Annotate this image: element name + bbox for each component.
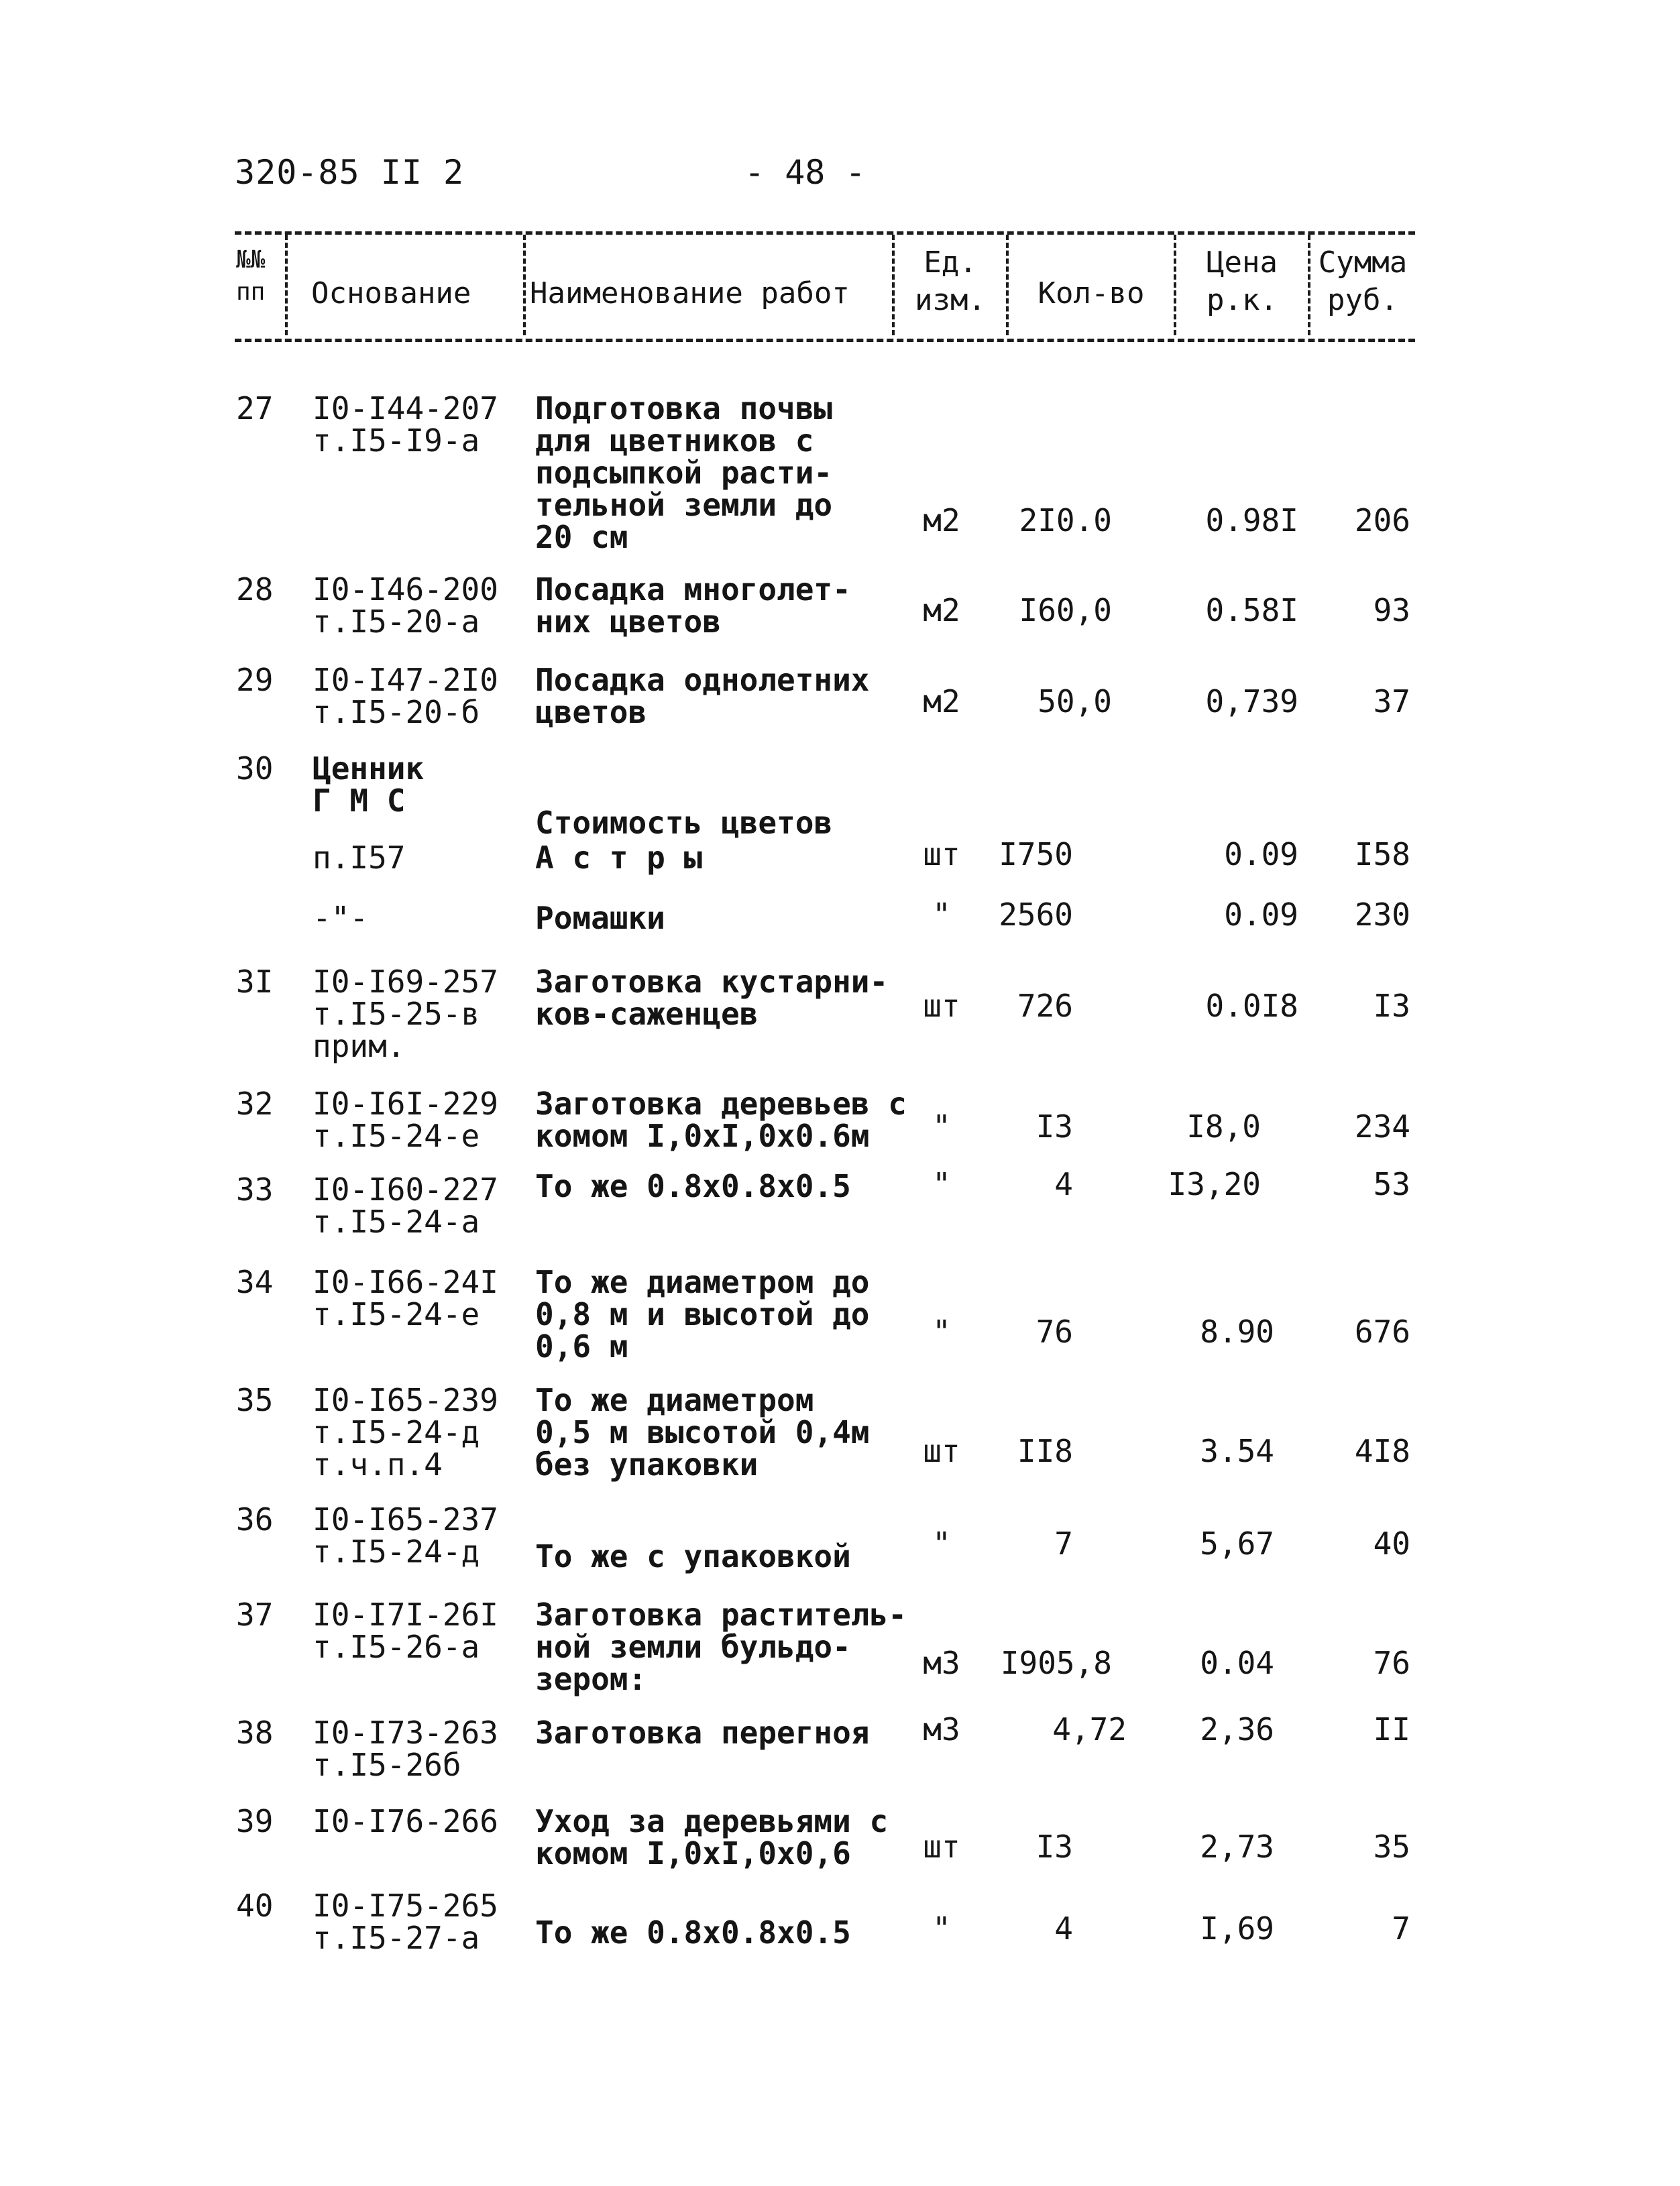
row-unit: шт bbox=[923, 836, 960, 872]
row-price: 0.58I bbox=[1205, 592, 1298, 628]
row-num: 29 bbox=[236, 662, 274, 698]
row-unit: шт bbox=[923, 1433, 960, 1469]
row-unit: " bbox=[932, 1108, 951, 1145]
row-sum: 93 bbox=[1373, 592, 1410, 628]
row-work-name: Стоимость цветов bbox=[535, 805, 833, 841]
row-qty: II8 bbox=[1017, 1433, 1073, 1469]
row-sum: I3 bbox=[1373, 988, 1410, 1024]
col-header-basis: Основание bbox=[311, 276, 471, 310]
row-unit: шт bbox=[923, 1829, 960, 1865]
row-basis: I0-I44-207 т.I5-I9-а bbox=[313, 390, 498, 459]
row-basis: I0-I65-237 т.I5-24-д bbox=[313, 1501, 498, 1570]
row-num: 30 bbox=[236, 750, 274, 787]
row-qty: 7 bbox=[1054, 1526, 1073, 1562]
row-work-name: То же диаметром 0,5 м высотой 0,4м без упаковки bbox=[535, 1382, 870, 1483]
row-qty: 50,0 bbox=[1038, 683, 1112, 720]
row-basis: I0-I60-227 т.I5-24-а bbox=[313, 1171, 498, 1240]
row-basis: I0-I66-24I т.I5-24-е bbox=[313, 1264, 498, 1332]
row-unit: " bbox=[932, 1526, 951, 1562]
row-work-name: Заготовка перегноя bbox=[535, 1715, 870, 1751]
document-code: 320-85 II 2 bbox=[235, 153, 465, 192]
row-work-name: То же 0.8x0.8x0.5 bbox=[535, 1914, 851, 1951]
row-qty: 4 bbox=[1054, 1166, 1073, 1202]
row-work-name: Посадка однолетних цветов bbox=[535, 662, 870, 730]
row-num: 35 bbox=[236, 1382, 274, 1418]
row-unit: м2 bbox=[923, 683, 960, 720]
row-basis: I0-I75-265 т.I5-27-а bbox=[313, 1888, 498, 1956]
row-sum: 206 bbox=[1354, 502, 1410, 538]
row-work-name: То же диаметром до 0,8 м и высотой до 0,6 м bbox=[535, 1264, 870, 1365]
row-sum: 37 bbox=[1373, 683, 1410, 720]
row-unit: м2 bbox=[923, 502, 960, 538]
row-basis: I0-I47-2I0 т.I5-20-б bbox=[313, 662, 498, 730]
row-price: 0.0I8 bbox=[1205, 988, 1298, 1024]
row-qty: I60,0 bbox=[1019, 592, 1112, 628]
row-qty: I3 bbox=[1035, 1829, 1073, 1865]
row-unit: " bbox=[932, 1314, 951, 1350]
row-sum: 76 bbox=[1373, 1645, 1410, 1681]
row-price: I8,0 bbox=[1186, 1108, 1261, 1145]
row-qty: 726 bbox=[1017, 988, 1073, 1024]
row-price: I,69 bbox=[1200, 1910, 1274, 1947]
row-basis: Ценник Г М С bbox=[313, 750, 425, 819]
col-header-price: Цена р.к. bbox=[1207, 245, 1278, 317]
row-qty: I3 bbox=[1035, 1108, 1073, 1145]
row-price: 0.09 bbox=[1224, 897, 1298, 933]
header-top-rule bbox=[235, 231, 1415, 235]
col-header-unit: Ед. изм. bbox=[915, 245, 986, 317]
header-bottom-rule bbox=[235, 339, 1415, 342]
row-work-name: Заготовка кустарни- ков-саженцев bbox=[535, 964, 889, 1032]
row-work-name: То же с упаковкой bbox=[535, 1538, 851, 1574]
row-work-name: Подготовка почвы для цветников с подсыпкой расти- тельной земли до 20 см bbox=[535, 390, 833, 555]
row-basis: I0-I6I-229 т.I5-24-е bbox=[313, 1086, 498, 1154]
row-price: 3.54 bbox=[1200, 1433, 1274, 1469]
col-header-num: №№ пп bbox=[236, 246, 266, 306]
row-price: 0.09 bbox=[1224, 836, 1298, 872]
row-qty: 4 bbox=[1054, 1910, 1073, 1947]
row-sum: 7 bbox=[1392, 1910, 1410, 1947]
row-basis: I0-I65-239 т.I5-24-д т.ч.п.4 bbox=[313, 1382, 498, 1483]
row-sum: 4I8 bbox=[1354, 1433, 1410, 1469]
col-divider bbox=[285, 235, 288, 335]
row-unit: м2 bbox=[923, 592, 960, 628]
row-num: 32 bbox=[236, 1086, 274, 1122]
row-qty: 76 bbox=[1035, 1314, 1073, 1350]
row-basis: I0-I73-263 т.I5-26б bbox=[313, 1715, 498, 1783]
row-unit: м3 bbox=[923, 1711, 960, 1747]
row-sum: 234 bbox=[1354, 1108, 1410, 1145]
row-sum: 676 bbox=[1354, 1314, 1410, 1350]
row-price: 0,739 bbox=[1205, 683, 1298, 720]
row-sum: II bbox=[1373, 1711, 1410, 1747]
row-work-name: То же 0.8x0.8x0.5 bbox=[535, 1168, 851, 1204]
row-price: 5,67 bbox=[1200, 1526, 1274, 1562]
row-num: 3I bbox=[236, 964, 274, 1000]
row-num: 38 bbox=[236, 1715, 274, 1751]
row-num: 37 bbox=[236, 1597, 274, 1633]
col-header-qty: Кол-во bbox=[1038, 276, 1145, 310]
row-work-name: Посадка многолет- них цветов bbox=[535, 571, 851, 640]
row-sum: 53 bbox=[1373, 1166, 1410, 1202]
row-qty: I750 bbox=[999, 836, 1073, 872]
row-price: 0.98I bbox=[1205, 502, 1298, 538]
row-work-name: Заготовка раститель- ной земли бульдо- зером: bbox=[535, 1597, 907, 1697]
row-basis: I0-I69-257 т.I5-25-в прим. bbox=[313, 964, 498, 1064]
row-sum: I58 bbox=[1354, 836, 1410, 872]
row-unit: " bbox=[932, 1910, 951, 1947]
row-num: 40 bbox=[236, 1888, 274, 1924]
row-sum: 35 bbox=[1373, 1829, 1410, 1865]
col-header-name: Наименование работ bbox=[530, 276, 850, 310]
row-unit: м3 bbox=[923, 1645, 960, 1681]
row-unit: " bbox=[932, 897, 951, 933]
col-divider bbox=[523, 235, 526, 335]
row-num: 34 bbox=[236, 1264, 274, 1300]
page-number: - 48 - bbox=[744, 153, 866, 192]
row-qty: 2I0.0 bbox=[1019, 502, 1112, 538]
row-sum: 230 bbox=[1354, 897, 1410, 933]
row-work-name: А с т р ы bbox=[535, 840, 703, 876]
row-unit: " bbox=[932, 1166, 951, 1202]
row-num: 39 bbox=[236, 1803, 274, 1839]
row-price: 8.90 bbox=[1200, 1314, 1274, 1350]
row-qty: 2560 bbox=[999, 897, 1073, 933]
row-work-name: Ромашки bbox=[535, 900, 665, 936]
row-unit: шт bbox=[923, 988, 960, 1024]
row-basis: I0-I76-266 bbox=[313, 1803, 498, 1839]
row-work-name: Уход за деревьями с комом I,0xI,0x0,6 bbox=[535, 1803, 889, 1872]
row-num: 36 bbox=[236, 1501, 274, 1538]
row-price: I3,20 bbox=[1168, 1166, 1261, 1202]
row-work-name: Заготовка деревьев с комом I,0xI,0x0.6м bbox=[535, 1086, 907, 1154]
row-price: 0.04 bbox=[1200, 1645, 1274, 1681]
row-qty: 4,72 bbox=[1052, 1711, 1127, 1747]
row-basis: I0-I46-200 т.I5-20-а bbox=[313, 571, 498, 640]
row-basis: -"- bbox=[313, 900, 369, 936]
row-num: 33 bbox=[236, 1171, 274, 1208]
row-price: 2,36 bbox=[1200, 1711, 1274, 1747]
col-header-sum: Сумма руб. bbox=[1318, 245, 1408, 317]
row-price: 2,73 bbox=[1200, 1829, 1274, 1865]
row-num: 28 bbox=[236, 571, 274, 608]
row-num: 27 bbox=[236, 390, 274, 426]
row-qty: I905,8 bbox=[1000, 1645, 1112, 1681]
row-basis: п.I57 bbox=[313, 840, 406, 876]
row-basis: I0-I7I-26I т.I5-26-а bbox=[313, 1597, 498, 1665]
row-sum: 40 bbox=[1373, 1526, 1410, 1562]
